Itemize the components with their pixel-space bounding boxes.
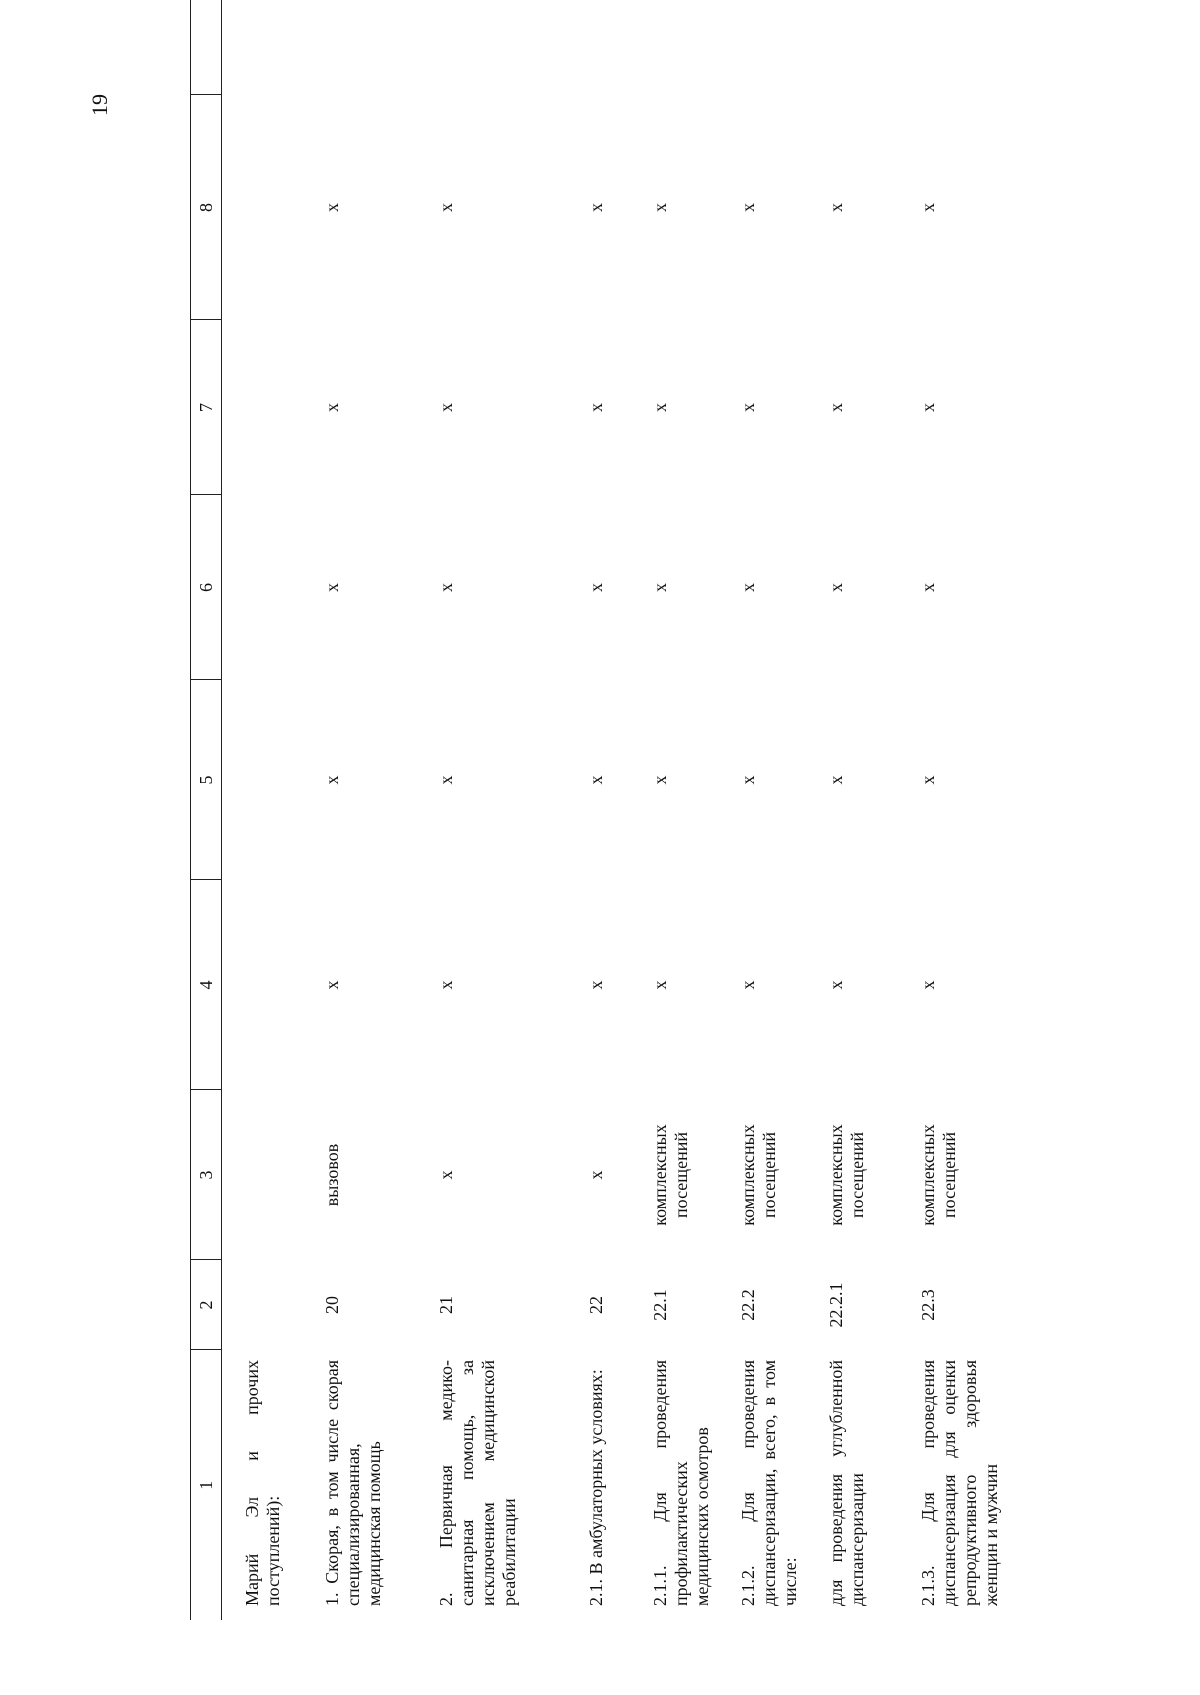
row-unit: комплексных посещений (917, 1124, 959, 1226)
row-code: 20 (321, 1296, 342, 1314)
row-label: 2.1.1. Для проведения профилактических медицинских осмотров (649, 1360, 712, 1606)
row-unit: комплексных посещений (825, 1124, 867, 1226)
cell-value: x (737, 203, 758, 212)
cell-value: x (917, 980, 938, 990)
row-code: 22.3 (917, 1289, 938, 1321)
table-row (422, 0, 572, 1620)
row-label: 2.1. В амбулаторных условиях: (585, 1369, 606, 1606)
row-label: 2.1.3. Для проведения диспансеризация для оценки репродуктивного здоровья женщин и мужчин (917, 1360, 1002, 1606)
cell-value: x (917, 583, 938, 592)
cell-value (222, 0, 308, 95)
row-label: для проведения углубленной диспансеризации (825, 1360, 867, 1606)
cell-value: x (435, 403, 456, 412)
cell-value: x (825, 775, 846, 785)
cell-value: x (585, 583, 606, 592)
row-unit: комплексных посещений (737, 1124, 779, 1226)
cell-value: x (737, 980, 758, 990)
row-label: 1. Скорая, в том числе скорая специализированная, медицинская помощь (321, 1360, 384, 1606)
cell-value: x (321, 775, 342, 785)
row-unit (222, 1090, 308, 1260)
cell-value: x (585, 203, 606, 212)
table-row (812, 0, 904, 1620)
column-header: 8 (191, 95, 222, 320)
cell-value: x (825, 203, 846, 212)
table-row (308, 0, 422, 1620)
column-header: 5 (191, 680, 222, 880)
page-number: 19 (87, 94, 112, 116)
row-unit: комплексных посещений (649, 1124, 691, 1226)
row-code: 22.2.1 (825, 1282, 846, 1328)
column-header: 4 (191, 880, 222, 1090)
row-unit: вызовов (321, 1143, 342, 1207)
table-row (724, 0, 812, 1620)
cell-value: x (917, 775, 938, 785)
row-label: 2. Первичная медико-санитарная помощь, за исключением медицинской реабилитации (435, 1360, 520, 1606)
cell-value: x (737, 583, 758, 592)
row-unit: x (435, 1170, 456, 1180)
data-table (190, 0, 1054, 1620)
cell-value: x (585, 403, 606, 412)
cell-value: x (321, 203, 342, 212)
row-code: 21 (435, 1296, 456, 1314)
column-header: 3 (191, 1090, 222, 1260)
cell-value (904, 0, 1054, 95)
header-row (191, 0, 222, 1620)
row-label: 2.1.2. Для проведения диспансеризации, всего, в том числе: (737, 1360, 800, 1606)
cell-value: x (649, 980, 670, 990)
table-row (222, 0, 308, 1620)
cell-value (222, 880, 308, 1090)
row-code: 22.1 (649, 1289, 670, 1321)
cell-value: x (737, 403, 758, 412)
row-code (222, 1260, 308, 1350)
cell-value: x (649, 775, 670, 785)
cell-value (222, 95, 308, 320)
column-header: 2 (191, 1260, 222, 1350)
rotated-table-container (190, 40, 1195, 1620)
cell-value: x (321, 403, 342, 412)
cell-value (812, 0, 904, 95)
cell-value: x (435, 203, 456, 212)
column-header: 6 (191, 495, 222, 680)
column-header: 1 (191, 1350, 222, 1620)
row-code: 22.2 (737, 1289, 758, 1321)
cell-value: x (825, 980, 846, 990)
cell-value: x (917, 203, 938, 212)
cell-value: x (649, 403, 670, 412)
cell-value (308, 0, 422, 95)
cell-value (222, 320, 308, 495)
cell-value: x (825, 583, 846, 592)
cell-value: x (917, 403, 938, 412)
row-code: 22 (585, 1296, 606, 1314)
table-row (636, 0, 724, 1620)
cell-value (222, 495, 308, 680)
cell-value (636, 0, 724, 95)
table-row (572, 0, 636, 1620)
cell-value: x (585, 980, 606, 990)
column-header (191, 0, 222, 95)
row-unit: x (585, 1170, 606, 1180)
cell-value: x (649, 583, 670, 592)
cell-value: x (825, 403, 846, 412)
cell-value (222, 680, 308, 880)
cell-value: x (737, 775, 758, 785)
cell-value (724, 0, 812, 95)
table-row (904, 0, 1054, 1620)
cell-value: x (321, 583, 342, 592)
cell-value: x (321, 980, 342, 990)
cell-value: x (435, 980, 456, 990)
cell-value: x (435, 583, 456, 592)
cell-value (422, 0, 572, 95)
cell-value: x (649, 203, 670, 212)
column-header: 7 (191, 320, 222, 495)
row-label: Марий Эл и прочих поступлений): (242, 1360, 284, 1606)
cell-value: x (585, 775, 606, 785)
cell-value (572, 0, 636, 95)
cell-value: x (435, 775, 456, 785)
